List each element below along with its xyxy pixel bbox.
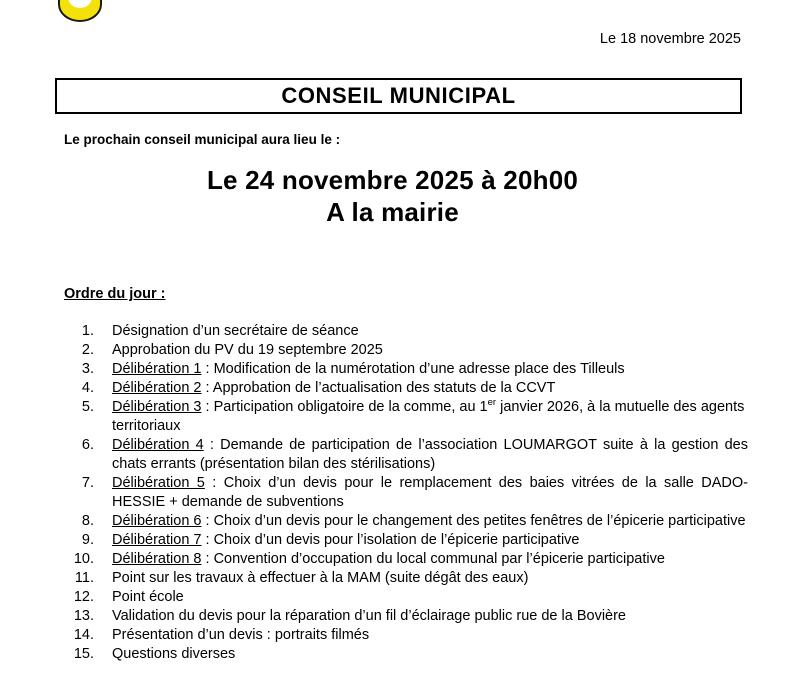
document-date: Le 18 novembre 2025	[599, 31, 741, 47]
agenda-item-text: Délibération 2 : Approbation de l’actualisation des statuts de la CCVT	[112, 380, 556, 396]
agenda-item-text: Point sur les travaux à effectuer à la MAM (suite dégât des eaux)	[112, 570, 529, 586]
agenda-item	[60, 569, 748, 588]
agenda-item-number: 1.	[81, 323, 94, 339]
agenda-item-number: 12.	[73, 589, 94, 605]
meeting-datetime: Le 24 novembre 2025 à 20h00	[206, 165, 579, 195]
agenda-item-number: 7.	[81, 475, 94, 491]
agenda-item	[60, 531, 748, 550]
agenda-item-text: Questions diverses	[112, 646, 236, 662]
agenda-list	[60, 322, 748, 664]
agenda-item-text: Délibération 8 : Convention d’occupation du local communal par l’épicerie participative	[112, 551, 665, 567]
agenda-item-text: Point école	[112, 589, 184, 605]
agenda-item-number: 5.	[81, 399, 94, 415]
deliberation-label: Délibération 1	[112, 361, 202, 377]
agenda-item-text: Délibération 3 : Participation obligatoire de la comme, au 1er janvier 2026, à la mutuelle des agents territoriaux	[112, 397, 745, 434]
agenda-item	[60, 360, 748, 379]
agenda-item	[60, 588, 748, 607]
agenda-item-number: 3.	[81, 361, 94, 377]
agenda-item-number: 11.	[74, 570, 94, 586]
agenda-item-text: Désignation d’un secrétaire de séance	[112, 323, 359, 339]
agenda-item-text: Délibération 4 : Demande de participation de l’association LOUMARGOT suite à la gestion des chats errants (présentation bilan des stérilisations)	[112, 437, 748, 472]
document-title-box	[55, 78, 742, 114]
agenda-item	[60, 607, 748, 626]
agenda-item-text: Présentation d’un devis : portraits filmés	[112, 627, 370, 643]
agenda-item-text: Délibération 6 : Choix d’un devis pour le changement des petites fenêtres de l’épicerie participative	[112, 513, 746, 529]
agenda-item-number: 2.	[81, 342, 94, 358]
agenda-item-number: 14.	[73, 627, 94, 643]
agenda-item-number: 13.	[73, 608, 94, 624]
deliberation-label: Délibération 5	[112, 475, 205, 491]
deliberation-label: Délibération 2	[112, 380, 202, 396]
deliberation-label: Délibération 8	[112, 551, 202, 567]
deliberation-label: Délibération 7	[112, 532, 202, 548]
deliberation-label: Délibération 4	[112, 437, 204, 453]
agenda-item	[60, 474, 748, 512]
agenda-item-text: Délibération 1 : Modification de la numérotation d’une adresse place des Tilleuls	[112, 361, 625, 377]
agenda-item-number: 8.	[81, 513, 94, 529]
agenda-item-text: Délibération 5 : Choix d’un devis pour le remplacement des baies vitrées de la salle DADO-HESSIE + demande de subventions	[112, 475, 748, 510]
meeting-location: A la mairie	[326, 197, 459, 227]
agenda-item	[60, 398, 748, 436]
meeting-details	[0, 164, 785, 228]
agenda-item-number: 10.	[73, 551, 94, 567]
intro-sentence: Le prochain conseil municipal aura lieu le :	[64, 132, 341, 147]
agenda-item-text: Approbation du PV du 19 septembre 2025	[112, 342, 383, 358]
agenda-item-number: 15.	[73, 646, 94, 662]
agenda-item-number: 9.	[81, 532, 94, 548]
agenda-item	[60, 379, 748, 398]
deliberation-label: Délibération 6	[112, 513, 202, 529]
page-title: CONSEIL MUNICIPAL	[281, 83, 516, 108]
agenda-item	[60, 322, 748, 341]
deliberation-label: Délibération 3	[112, 399, 202, 415]
agenda-heading: Ordre du jour :	[64, 286, 166, 302]
agenda-item	[60, 512, 748, 531]
agenda-item-number: 4.	[81, 380, 94, 396]
agenda-item	[60, 550, 748, 569]
town-crest-icon	[58, 0, 102, 22]
agenda-item-number: 6.	[81, 437, 94, 453]
agenda-item	[60, 436, 748, 474]
agenda-item	[60, 626, 748, 645]
agenda-item-text: Délibération 7 : Choix d’un devis pour l’isolation de l’épicerie participative	[112, 532, 580, 548]
ordinal-superscript: er	[487, 397, 497, 409]
agenda-item-text: Validation du devis pour la réparation d’un fil d’éclairage public rue de la Bovière	[112, 608, 626, 624]
agenda-item	[60, 645, 748, 664]
agenda-item	[60, 341, 748, 360]
